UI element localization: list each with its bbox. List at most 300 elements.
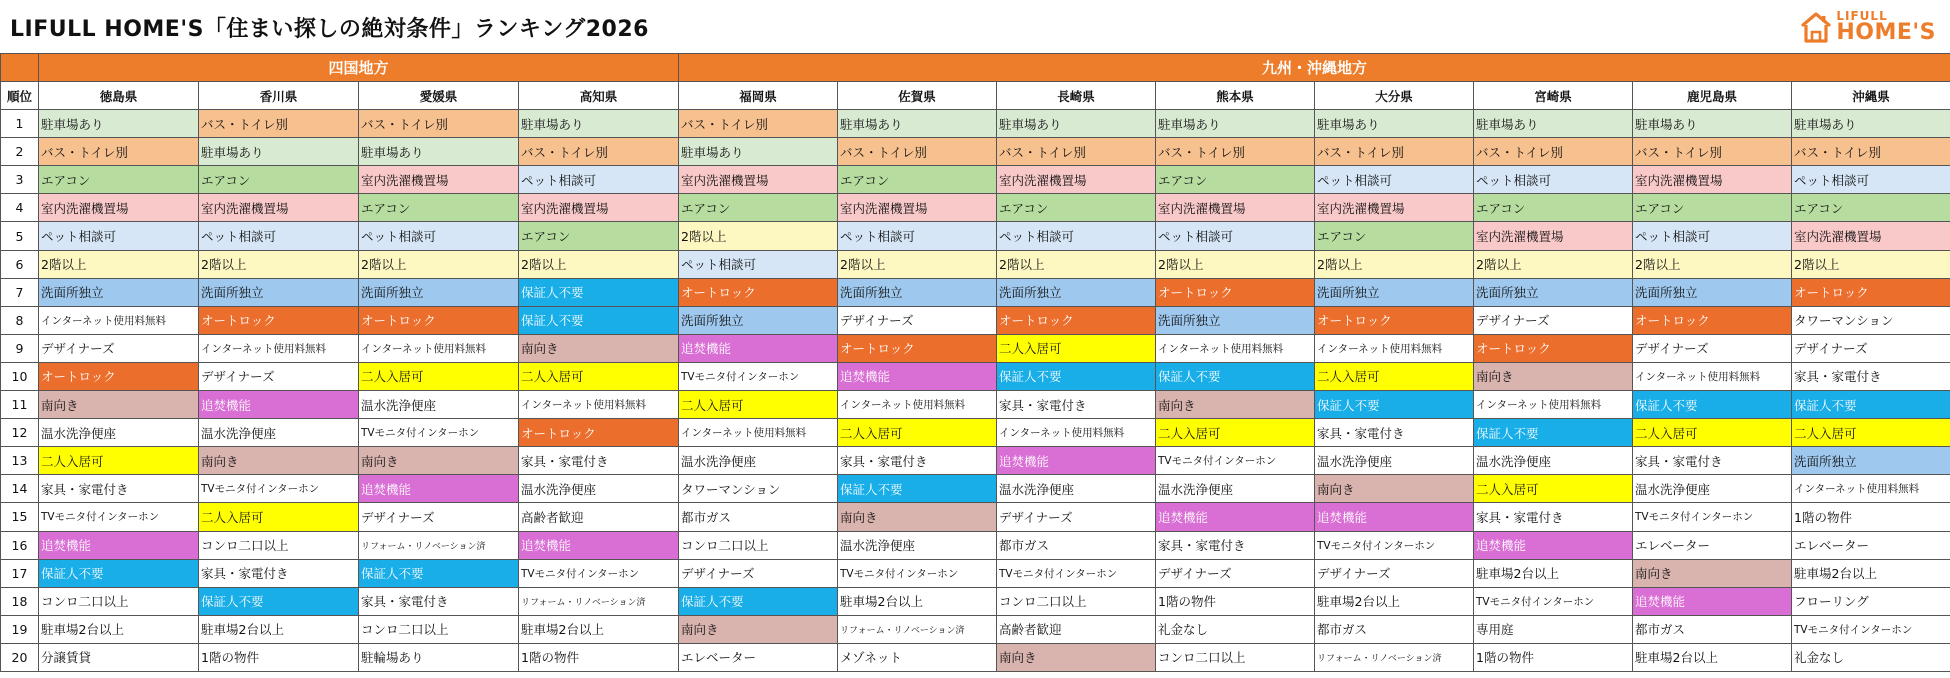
- prefecture-header: 熊本県: [1156, 82, 1315, 110]
- condition-cell: バス・トイレ別: [1156, 138, 1315, 166]
- condition-cell: 1階の物件: [1474, 643, 1633, 671]
- condition-cell: 追焚機能: [1633, 587, 1792, 615]
- condition-cell: 都市ガス: [1315, 615, 1474, 643]
- condition-cell: デザイナーズ: [1474, 306, 1633, 334]
- condition-cell: 保証人不要: [838, 475, 997, 503]
- condition-cell: 分譲賃貸: [39, 643, 199, 671]
- condition-cell: ペット相談可: [39, 222, 199, 250]
- condition-cell: オートロック: [1474, 334, 1633, 362]
- condition-cell: コンロ二口以上: [1156, 643, 1315, 671]
- condition-cell: インターネット使用料無料: [1156, 334, 1315, 362]
- condition-cell: エアコン: [838, 166, 997, 194]
- rank-number: 6: [1, 250, 39, 278]
- condition-cell: 家具・家電付き: [1474, 503, 1633, 531]
- condition-cell: 追焚機能: [997, 447, 1156, 475]
- condition-cell: ペット相談可: [359, 222, 519, 250]
- condition-cell: 南向き: [39, 391, 199, 419]
- condition-cell: インターネット使用料無料: [1315, 334, 1474, 362]
- condition-cell: 都市ガス: [1633, 615, 1792, 643]
- house-icon: [1800, 10, 1832, 44]
- condition-cell: 保証人不要: [1156, 362, 1315, 390]
- prefecture-header: 愛媛県: [359, 82, 519, 110]
- condition-cell: オートロック: [39, 362, 199, 390]
- condition-cell: 追焚機能: [1474, 531, 1633, 559]
- condition-cell: インターネット使用料無料: [519, 391, 679, 419]
- table-row: [1, 587, 1950, 615]
- condition-cell: 二人入居可: [519, 362, 679, 390]
- condition-cell: TVモニタ付インターホン: [519, 559, 679, 587]
- page-title: LIFULL HOME'S「住まい探しの絶対条件」ランキング2026: [10, 17, 649, 42]
- condition-cell: コンロ二口以上: [997, 587, 1156, 615]
- condition-cell: 駐車場あり: [1156, 110, 1315, 138]
- condition-cell: ペット相談可: [838, 222, 997, 250]
- condition-cell: 温水洗浄便座: [199, 419, 359, 447]
- condition-cell: バス・トイレ別: [679, 110, 838, 138]
- condition-cell: 2階以上: [1633, 250, 1792, 278]
- condition-cell: 洗面所独立: [1156, 306, 1315, 334]
- condition-cell: 洗面所独立: [679, 306, 838, 334]
- table-row: [1, 222, 1950, 250]
- condition-cell: エレベーター: [1633, 531, 1792, 559]
- condition-cell: 家具・家電付き: [1633, 447, 1792, 475]
- condition-cell: エアコン: [1156, 166, 1315, 194]
- condition-cell: インターネット使用料無料: [1633, 362, 1792, 390]
- condition-cell: 南向き: [838, 503, 997, 531]
- condition-cell: 高齢者歓迎: [997, 615, 1156, 643]
- condition-cell: 温水洗浄便座: [1474, 447, 1633, 475]
- condition-cell: 家具・家電付き: [519, 447, 679, 475]
- condition-cell: バス・トイレ別: [1633, 138, 1792, 166]
- condition-cell: オートロック: [1633, 306, 1792, 334]
- condition-cell: 追焚機能: [1315, 503, 1474, 531]
- condition-cell: 室内洗濯機置場: [359, 166, 519, 194]
- condition-cell: エアコン: [679, 194, 838, 222]
- condition-cell: 2階以上: [838, 250, 997, 278]
- condition-cell: ペット相談可: [997, 222, 1156, 250]
- condition-cell: 家具・家電付き: [997, 391, 1156, 419]
- rank-header: 順位: [1, 82, 39, 110]
- table-row: [1, 475, 1950, 503]
- prefecture-header: 福岡県: [679, 82, 838, 110]
- condition-cell: デザイナーズ: [199, 362, 359, 390]
- condition-cell: インターネット使用料無料: [39, 306, 199, 334]
- condition-cell: TVモニタ付インターホン: [39, 503, 199, 531]
- rank-number: 7: [1, 278, 39, 306]
- condition-cell: 室内洗濯機置場: [39, 194, 199, 222]
- condition-cell: オートロック: [679, 278, 838, 306]
- condition-cell: 南向き: [997, 643, 1156, 671]
- logo-text-top: LIFULL: [1836, 9, 1888, 23]
- condition-cell: 室内洗濯機置場: [679, 166, 838, 194]
- condition-cell: 保証人不要: [1633, 391, 1792, 419]
- condition-cell: オートロック: [1792, 278, 1950, 306]
- prefecture-header: 沖縄県: [1792, 82, 1950, 110]
- condition-cell: コンロ二口以上: [199, 531, 359, 559]
- condition-cell: TVモニタ付インターホン: [1633, 503, 1792, 531]
- condition-cell: 2階以上: [1792, 250, 1950, 278]
- condition-cell: 南向き: [1633, 559, 1792, 587]
- condition-cell: 洗面所独立: [1474, 278, 1633, 306]
- condition-cell: 保証人不要: [519, 306, 679, 334]
- condition-cell: 駐車場2台以上: [1792, 559, 1950, 587]
- condition-cell: インターネット使用料無料: [199, 334, 359, 362]
- prefecture-header: 佐賀県: [838, 82, 997, 110]
- condition-cell: 駐車場あり: [519, 110, 679, 138]
- condition-cell: 南向き: [519, 334, 679, 362]
- condition-cell: 礼金なし: [1156, 615, 1315, 643]
- condition-cell: 洗面所独立: [1315, 278, 1474, 306]
- table-row: [1, 306, 1950, 334]
- condition-cell: インターネット使用料無料: [997, 419, 1156, 447]
- condition-cell: エアコン: [359, 194, 519, 222]
- condition-cell: ペット相談可: [199, 222, 359, 250]
- condition-cell: バス・トイレ別: [997, 138, 1156, 166]
- condition-cell: デザイナーズ: [997, 503, 1156, 531]
- condition-cell: ペット相談可: [519, 166, 679, 194]
- condition-cell: 二人入居可: [838, 419, 997, 447]
- prefecture-header: 鹿児島県: [1633, 82, 1792, 110]
- condition-cell: 駐車場あり: [838, 110, 997, 138]
- condition-cell: 2階以上: [679, 222, 838, 250]
- condition-cell: 駐車場2台以上: [1633, 643, 1792, 671]
- region-shikoku: 四国地方: [39, 54, 679, 82]
- condition-cell: オートロック: [359, 306, 519, 334]
- condition-cell: バス・トイレ別: [1474, 138, 1633, 166]
- condition-cell: 1階の物件: [1156, 587, 1315, 615]
- condition-cell: 南向き: [679, 615, 838, 643]
- rank-number: 3: [1, 166, 39, 194]
- condition-cell: メゾネット: [838, 643, 997, 671]
- condition-cell: 温水洗浄便座: [359, 391, 519, 419]
- condition-cell: デザイナーズ: [359, 503, 519, 531]
- condition-cell: デザイナーズ: [39, 334, 199, 362]
- condition-cell: TVモニタ付インターホン: [199, 475, 359, 503]
- rank-number: 2: [1, 138, 39, 166]
- condition-cell: ペット相談可: [1792, 166, 1950, 194]
- prefecture-header: 長崎県: [997, 82, 1156, 110]
- condition-cell: 南向き: [1156, 391, 1315, 419]
- region-blank-cell: [1, 54, 39, 82]
- condition-cell: 二人入居可: [199, 503, 359, 531]
- condition-cell: TVモニタ付インターホン: [679, 362, 838, 390]
- condition-cell: TVモニタ付インターホン: [997, 559, 1156, 587]
- condition-cell: オートロック: [838, 334, 997, 362]
- condition-cell: 駐車場あり: [1315, 110, 1474, 138]
- condition-cell: 2階以上: [199, 250, 359, 278]
- condition-cell: 1階の物件: [199, 643, 359, 671]
- ranking-body: [1, 110, 1950, 672]
- rank-number: 18: [1, 587, 39, 615]
- condition-cell: 2階以上: [1156, 250, 1315, 278]
- condition-cell: エアコン: [39, 166, 199, 194]
- condition-cell: インターネット使用料無料: [1474, 391, 1633, 419]
- condition-cell: 南向き: [1474, 362, 1633, 390]
- condition-cell: 駐車場あり: [39, 110, 199, 138]
- condition-cell: 駐車場2台以上: [199, 615, 359, 643]
- condition-cell: 保証人不要: [997, 362, 1156, 390]
- logo-text-bottom: HOME'S: [1836, 20, 1936, 45]
- condition-cell: デザイナーズ: [1315, 559, 1474, 587]
- condition-cell: 温水洗浄便座: [1315, 447, 1474, 475]
- prefecture-header: 香川県: [199, 82, 359, 110]
- condition-cell: 二人入居可: [359, 362, 519, 390]
- rank-number: 4: [1, 194, 39, 222]
- condition-cell: エアコン: [997, 194, 1156, 222]
- condition-cell: 家具・家電付き: [1792, 362, 1950, 390]
- condition-cell: 専用庭: [1474, 615, 1633, 643]
- condition-cell: 温水洗浄便座: [838, 531, 997, 559]
- table-row: [1, 194, 1950, 222]
- condition-cell: 室内洗濯機置場: [199, 194, 359, 222]
- condition-cell: 保証人不要: [1792, 391, 1950, 419]
- table-row: [1, 643, 1950, 671]
- condition-cell: 家具・家電付き: [838, 447, 997, 475]
- condition-cell: 追焚機能: [519, 531, 679, 559]
- rank-number: 8: [1, 306, 39, 334]
- condition-cell: 追焚機能: [1156, 503, 1315, 531]
- condition-cell: エアコン: [1633, 194, 1792, 222]
- table-row: [1, 419, 1950, 447]
- condition-cell: 家具・家電付き: [39, 475, 199, 503]
- condition-cell: 室内洗濯機置場: [1792, 222, 1950, 250]
- table-row: [1, 615, 1950, 643]
- condition-cell: 二人入居可: [1156, 419, 1315, 447]
- condition-cell: コンロ二口以上: [679, 531, 838, 559]
- rank-number: 13: [1, 447, 39, 475]
- condition-cell: オートロック: [997, 306, 1156, 334]
- condition-cell: 保証人不要: [519, 278, 679, 306]
- condition-cell: ペット相談可: [679, 250, 838, 278]
- condition-cell: ペット相談可: [1474, 166, 1633, 194]
- condition-cell: 洗面所独立: [359, 278, 519, 306]
- condition-cell: コンロ二口以上: [39, 587, 199, 615]
- table-row: [1, 250, 1950, 278]
- condition-cell: 温水洗浄便座: [39, 419, 199, 447]
- condition-cell: エアコン: [519, 222, 679, 250]
- condition-cell: 駐車場あり: [997, 110, 1156, 138]
- table-row: [1, 559, 1950, 587]
- condition-cell: 二人入居可: [39, 447, 199, 475]
- condition-cell: 駐車場あり: [199, 138, 359, 166]
- condition-cell: 二人入居可: [679, 391, 838, 419]
- rank-number: 11: [1, 391, 39, 419]
- condition-cell: エアコン: [199, 166, 359, 194]
- condition-cell: エレベーター: [1792, 531, 1950, 559]
- condition-cell: 二人入居可: [1633, 419, 1792, 447]
- rank-number: 5: [1, 222, 39, 250]
- condition-cell: オートロック: [199, 306, 359, 334]
- rank-number: 19: [1, 615, 39, 643]
- table-row: [1, 531, 1950, 559]
- condition-cell: 駐車場あり: [679, 138, 838, 166]
- table-row: [1, 447, 1950, 475]
- table-row: [1, 362, 1950, 390]
- lifull-homes-logo: [1800, 10, 1936, 44]
- condition-cell: 駐車場2台以上: [1474, 559, 1633, 587]
- condition-cell: 家具・家電付き: [359, 587, 519, 615]
- condition-cell: 家具・家電付き: [1156, 531, 1315, 559]
- condition-cell: リフォーム・リノベーション済: [1315, 643, 1474, 671]
- condition-cell: TVモニタ付インターホン: [1474, 587, 1633, 615]
- condition-cell: 駐車場あり: [1792, 110, 1950, 138]
- condition-cell: 保証人不要: [1474, 419, 1633, 447]
- rank-number: 20: [1, 643, 39, 671]
- condition-cell: バス・トイレ別: [39, 138, 199, 166]
- condition-cell: 保証人不要: [359, 559, 519, 587]
- rank-number: 15: [1, 503, 39, 531]
- condition-cell: インターネット使用料無料: [679, 419, 838, 447]
- condition-cell: オートロック: [1156, 278, 1315, 306]
- table-row: [1, 110, 1950, 138]
- prefecture-header: 高知県: [519, 82, 679, 110]
- condition-cell: 1階の物件: [1792, 503, 1950, 531]
- rank-number: 9: [1, 334, 39, 362]
- condition-cell: 室内洗濯機置場: [1474, 222, 1633, 250]
- condition-cell: 室内洗濯機置場: [1633, 166, 1792, 194]
- condition-cell: 保証人不要: [679, 587, 838, 615]
- prefecture-header: 徳島県: [39, 82, 199, 110]
- condition-cell: バス・トイレ別: [1792, 138, 1950, 166]
- condition-cell: バス・トイレ別: [838, 138, 997, 166]
- condition-cell: コンロ二口以上: [359, 615, 519, 643]
- condition-cell: 都市ガス: [679, 503, 838, 531]
- condition-cell: 1階の物件: [519, 643, 679, 671]
- condition-cell: リフォーム・リノベーション済: [359, 531, 519, 559]
- condition-cell: インターネット使用料無料: [359, 334, 519, 362]
- region-header-row: [1, 54, 1950, 82]
- condition-cell: タワーマンション: [1792, 306, 1950, 334]
- condition-cell: 洗面所独立: [199, 278, 359, 306]
- condition-cell: バス・トイレ別: [359, 110, 519, 138]
- table-row: [1, 334, 1950, 362]
- condition-cell: 室内洗濯機置場: [1156, 194, 1315, 222]
- condition-cell: 駐車場2台以上: [1315, 587, 1474, 615]
- condition-cell: 家具・家電付き: [199, 559, 359, 587]
- table-row: [1, 278, 1950, 306]
- rank-number: 14: [1, 475, 39, 503]
- condition-cell: 2階以上: [1315, 250, 1474, 278]
- condition-cell: 追焚機能: [359, 475, 519, 503]
- condition-cell: バス・トイレ別: [1315, 138, 1474, 166]
- condition-cell: 保証人不要: [1315, 391, 1474, 419]
- condition-cell: ペット相談可: [1633, 222, 1792, 250]
- condition-cell: エアコン: [1315, 222, 1474, 250]
- condition-cell: 2階以上: [1474, 250, 1633, 278]
- condition-cell: 駐車場あり: [1474, 110, 1633, 138]
- condition-cell: デザイナーズ: [1792, 334, 1950, 362]
- condition-cell: 二人入居可: [1792, 419, 1950, 447]
- condition-cell: 南向き: [359, 447, 519, 475]
- condition-cell: 追焚機能: [679, 334, 838, 362]
- prefecture-header-row: [1, 82, 1950, 110]
- condition-cell: エレベーター: [679, 643, 838, 671]
- condition-cell: 温水洗浄便座: [679, 447, 838, 475]
- condition-cell: 駐車場あり: [1633, 110, 1792, 138]
- condition-cell: 洗面所独立: [1633, 278, 1792, 306]
- condition-cell: 温水洗浄便座: [1633, 475, 1792, 503]
- condition-cell: 駐車場2台以上: [519, 615, 679, 643]
- condition-cell: 2階以上: [997, 250, 1156, 278]
- condition-cell: TVモニタ付インターホン: [1792, 615, 1950, 643]
- condition-cell: TVモニタ付インターホン: [1156, 447, 1315, 475]
- table-row: [1, 503, 1950, 531]
- table-row: [1, 138, 1950, 166]
- rank-number: 12: [1, 419, 39, 447]
- condition-cell: TVモニタ付インターホン: [359, 419, 519, 447]
- condition-cell: 南向き: [199, 447, 359, 475]
- condition-cell: 室内洗濯機置場: [1315, 194, 1474, 222]
- condition-cell: ペット相談可: [1315, 166, 1474, 194]
- prefecture-header: 宮崎県: [1474, 82, 1633, 110]
- condition-cell: 温水洗浄便座: [1156, 475, 1315, 503]
- condition-cell: 二人入居可: [997, 334, 1156, 362]
- rank-number: 16: [1, 531, 39, 559]
- condition-cell: 洗面所独立: [1792, 447, 1950, 475]
- condition-cell: 室内洗濯機置場: [519, 194, 679, 222]
- ranking-table: [0, 53, 1950, 672]
- condition-cell: デザイナーズ: [838, 306, 997, 334]
- condition-cell: 室内洗濯機置場: [838, 194, 997, 222]
- condition-cell: 温水洗浄便座: [997, 475, 1156, 503]
- condition-cell: デザイナーズ: [679, 559, 838, 587]
- condition-cell: リフォーム・リノベーション済: [838, 615, 997, 643]
- condition-cell: 駐車場2台以上: [39, 615, 199, 643]
- condition-cell: バス・トイレ別: [199, 110, 359, 138]
- condition-cell: 高齢者歓迎: [519, 503, 679, 531]
- condition-cell: 追焚機能: [39, 531, 199, 559]
- condition-cell: 礼金なし: [1792, 643, 1950, 671]
- prefecture-header: 大分県: [1315, 82, 1474, 110]
- condition-cell: TVモニタ付インターホン: [1315, 531, 1474, 559]
- condition-cell: ペット相談可: [1156, 222, 1315, 250]
- condition-cell: 南向き: [1315, 475, 1474, 503]
- condition-cell: 保証人不要: [199, 587, 359, 615]
- condition-cell: 駐車場2台以上: [838, 587, 997, 615]
- rank-number: 10: [1, 362, 39, 390]
- condition-cell: バス・トイレ別: [519, 138, 679, 166]
- condition-cell: デザイナーズ: [1633, 334, 1792, 362]
- condition-cell: 2階以上: [359, 250, 519, 278]
- condition-cell: 駐輪場あり: [359, 643, 519, 671]
- condition-cell: 都市ガス: [997, 531, 1156, 559]
- rank-number: 17: [1, 559, 39, 587]
- condition-cell: 温水洗浄便座: [519, 475, 679, 503]
- condition-cell: 2階以上: [39, 250, 199, 278]
- condition-cell: リフォーム・リノベーション済: [519, 587, 679, 615]
- condition-cell: エアコン: [1474, 194, 1633, 222]
- condition-cell: 追焚機能: [199, 391, 359, 419]
- condition-cell: エアコン: [1792, 194, 1950, 222]
- condition-cell: 二人入居可: [1315, 362, 1474, 390]
- condition-cell: 家具・家電付き: [1315, 419, 1474, 447]
- condition-cell: フローリング: [1792, 587, 1950, 615]
- region-kyushu-okinawa: 九州・沖縄地方: [679, 54, 1950, 82]
- condition-cell: インターネット使用料無料: [838, 391, 997, 419]
- condition-cell: デザイナーズ: [1156, 559, 1315, 587]
- condition-cell: 洗面所独立: [997, 278, 1156, 306]
- condition-cell: 追焚機能: [838, 362, 997, 390]
- condition-cell: 二人入居可: [1474, 475, 1633, 503]
- condition-cell: タワーマンション: [679, 475, 838, 503]
- condition-cell: 室内洗濯機置場: [997, 166, 1156, 194]
- condition-cell: オートロック: [1315, 306, 1474, 334]
- page-header: [0, 0, 1950, 53]
- condition-cell: インターネット使用料無料: [1792, 475, 1950, 503]
- table-row: [1, 166, 1950, 194]
- condition-cell: オートロック: [519, 419, 679, 447]
- table-row: [1, 391, 1950, 419]
- condition-cell: 洗面所独立: [838, 278, 997, 306]
